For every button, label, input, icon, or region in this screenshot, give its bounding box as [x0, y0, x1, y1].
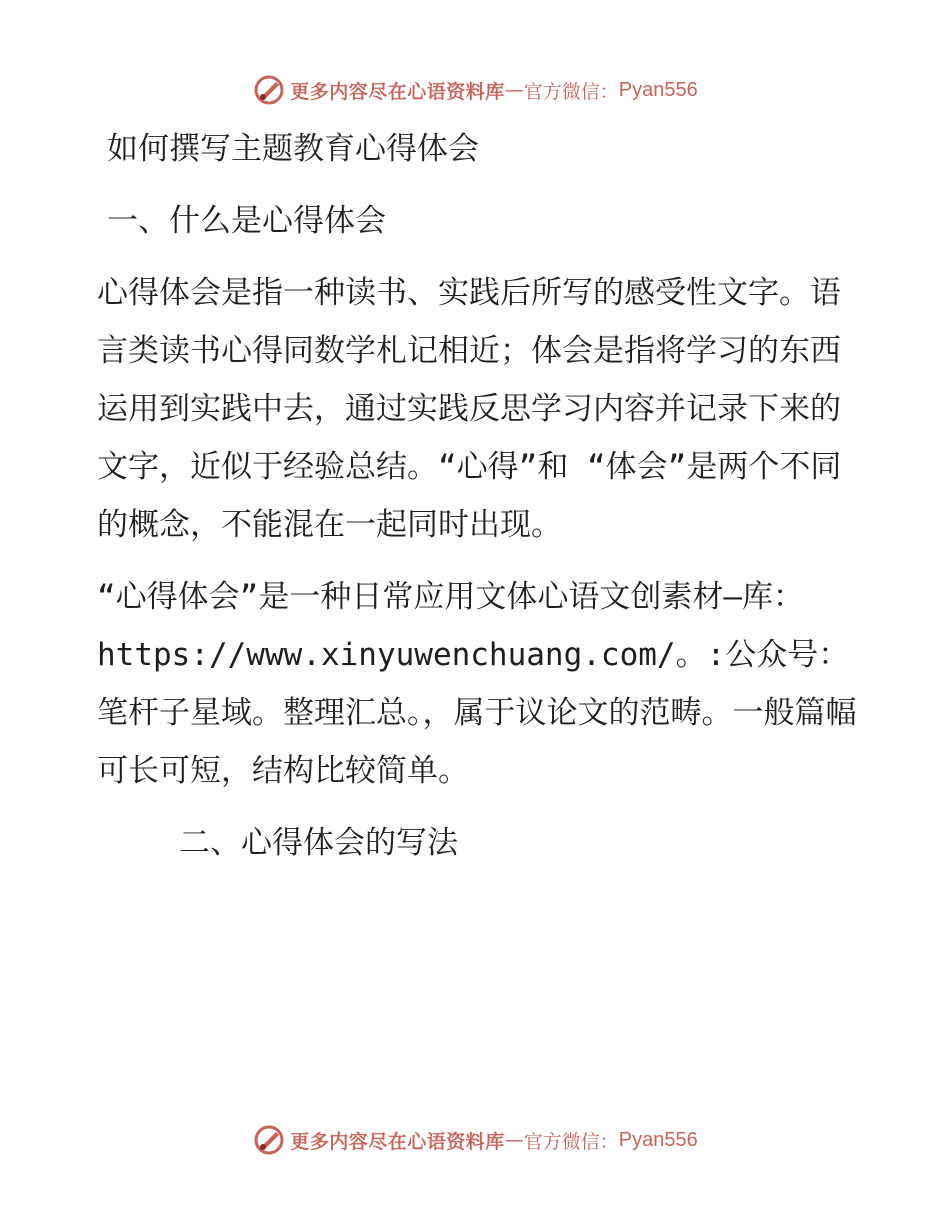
paragraph-2: “心得体会”是一种日常应用文体心语文创素材—库：https://www.xinyuwenchuang.com/。:公众号：笔杆子星域。整理汇总。，属于议论文的范畴。一般篇幅可长可短，结构比较简单。 [97, 579, 857, 789]
banner-wechat-label: 官方微信： [523, 1130, 619, 1153]
document-title: 如何撰写主题教育心得体会 [107, 131, 479, 167]
brush-logo-icon [252, 73, 286, 107]
banner-separator: — [504, 1129, 524, 1151]
banner-wechat-id: Pyan556 [618, 1128, 698, 1151]
document-body [97, 120, 857, 872]
banner-main-text: 更多内容尽在心语资料库 [290, 1130, 505, 1153]
banner-wechat-id: Pyan556 [618, 78, 698, 101]
banner-separator: — [504, 79, 524, 101]
section2-heading: 二、心得体会的写法 [179, 825, 458, 861]
paragraph-1: 心得体会是指一种读书、实践后所写的感受性文字。语言类读书心得同数学札记相近；体会是指将学习的东西运用到实践中去，通过实践反思学习内容并记录下来的文字，近似于经验总结。“心得”和 “体会”是两个不同的概念，不能混在一起同时出现。 [97, 275, 842, 543]
banner-wechat-label: 官方微信： [523, 80, 619, 103]
section1-heading: 一、什么是心得体会 [107, 203, 386, 239]
header-banner [0, 70, 950, 110]
banner-main-text: 更多内容尽在心语资料库 [290, 80, 505, 103]
brush-logo-icon [252, 1123, 286, 1157]
footer-banner [0, 1120, 950, 1160]
